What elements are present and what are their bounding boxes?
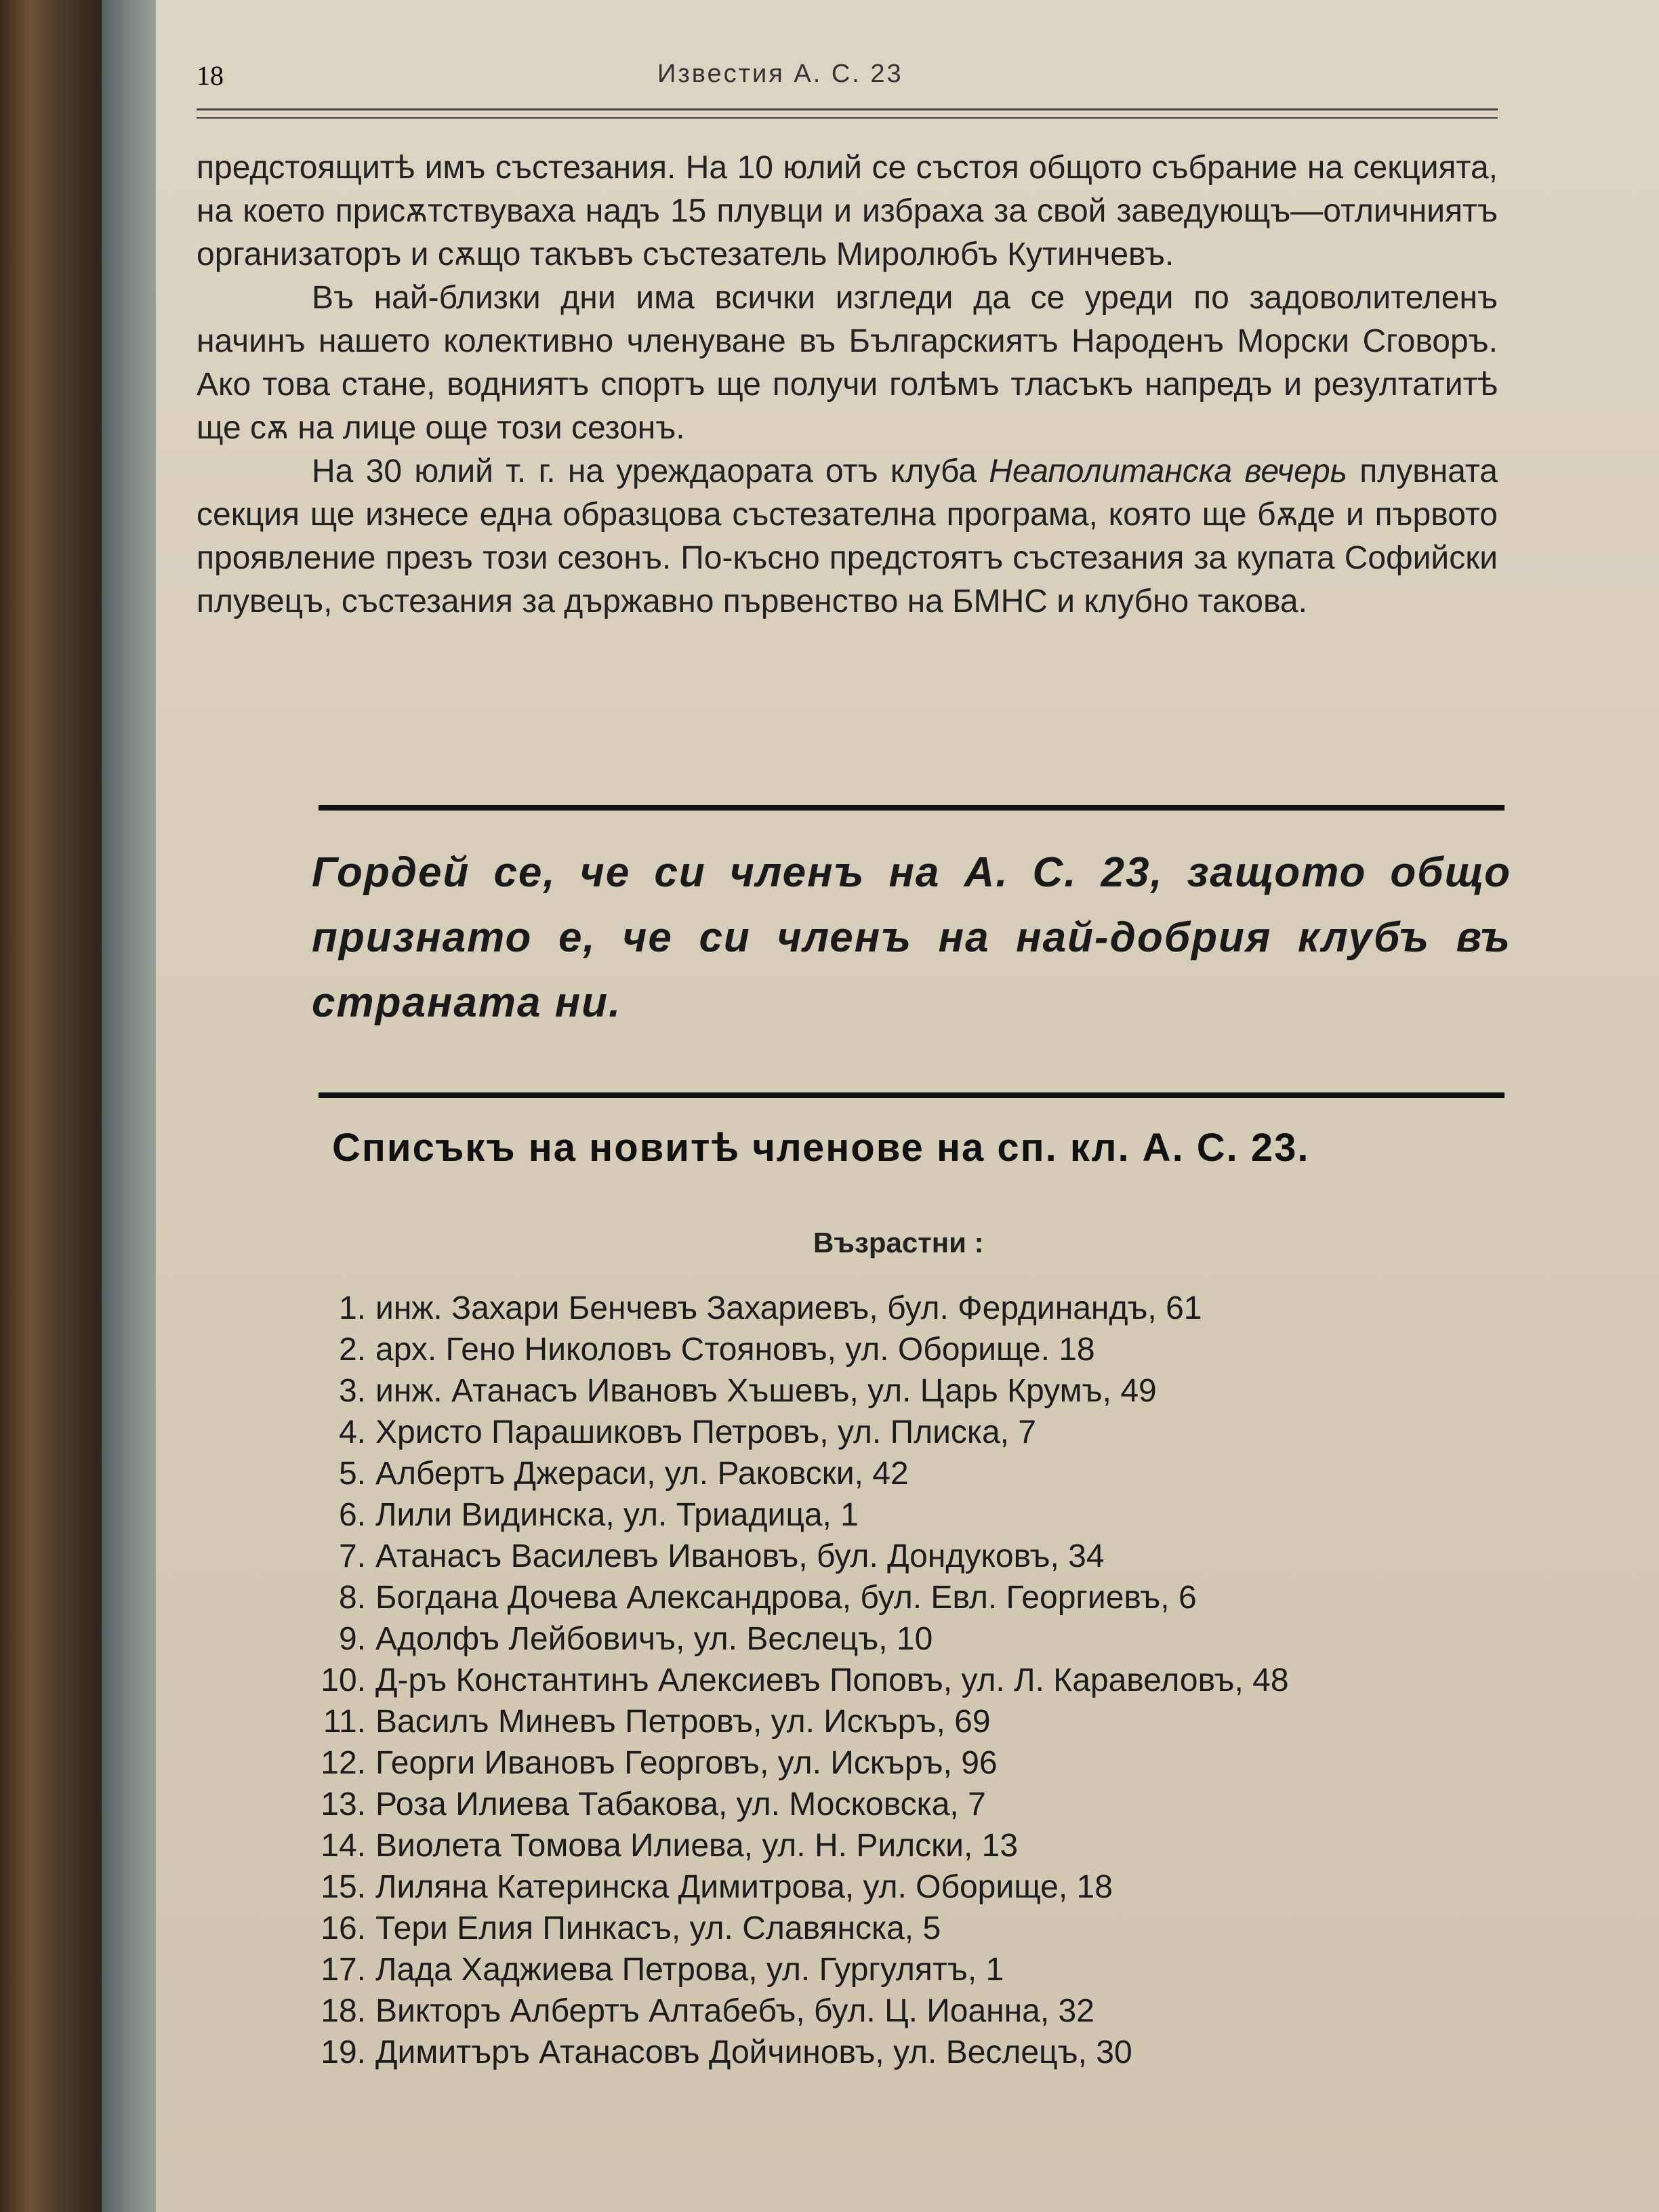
list-item (319, 1577, 1525, 1618)
list-item-number: 13. (321, 1786, 366, 1822)
list-item-text: Адолфъ Лейбовичъ, ул. Веслецъ, 10 (375, 1621, 933, 1657)
list-item-number: 5. (338, 1456, 366, 1492)
event-name: Неаполитанска вечерь (989, 453, 1347, 489)
list-item-text: Роза Илиева Табакова, ул. Московска, 7 (375, 1786, 986, 1822)
list-item-text: Георги Ивановъ Георговъ, ул. Искъръ, 96 (375, 1745, 998, 1781)
list-item-text: Василъ Миневъ Петровъ, ул. Искъръ, 69 (375, 1704, 991, 1740)
list-item-number: 3. (338, 1373, 366, 1409)
list-item (319, 1825, 1525, 1866)
list-item (319, 1288, 1525, 1329)
list-item-text: Албертъ Джераси, ул. Раковски, 42 (375, 1456, 909, 1492)
running-title: Известия А. С. 23 (657, 60, 903, 88)
paragraph-3 (197, 450, 1498, 623)
paragraph-3-end: плувната секция ще изнесе една образцова състезателна програма, която ще бѫде и първото проявление презъ този сезонъ. По-късно предстоятъ състезания за купата Софийски плувецъ, състезания за държавно първенство на БМНС и клубно такова. (197, 453, 1498, 619)
list-item-number: 17. (321, 1952, 366, 1988)
list-item-number: 15. (321, 1869, 366, 1905)
list-item (319, 1784, 1525, 1825)
list-item (319, 1370, 1525, 1412)
list-item-number: 18. (321, 1993, 366, 2029)
list-item (319, 1453, 1525, 1494)
book-binding-edge (0, 0, 102, 2212)
list-item-text: Христо Парашиковъ Петровъ, ул. Плиска, 7 (375, 1414, 1036, 1450)
list-item (319, 1660, 1525, 1701)
list-item-number: 11. (323, 1704, 366, 1740)
list-item (319, 1742, 1525, 1784)
list-item (319, 1536, 1525, 1577)
list-item (319, 1990, 1525, 2032)
list-item-number: 19. (321, 2034, 366, 2070)
list-item-text: Богдана Дочева Александрова, бул. Евл. Георгиевъ, 6 (375, 1580, 1197, 1616)
list-item (319, 1701, 1525, 1742)
member-list (319, 1288, 1525, 2073)
paragraph-1: предстоящитѣ имъ състезания. На 10 юлий се състоя общото събрание на секцията, на което присѫтствуваха надъ 15 плувци и избраха за свой заведующъ—отличниятъ организаторъ и сѫщо такъвъ състезатель Миролюбъ Кутинчевъ. (197, 150, 1498, 272)
list-item (319, 1494, 1525, 1536)
list-item-number: 10. (321, 1662, 366, 1698)
list-item (319, 1908, 1525, 1949)
paragraph-2: Въ най-близки дни има всички изгледи да се уреди по задоволителенъ начинъ нашето колективно членуване въ Българскиятъ Народенъ Морски Сговоръ. Ако това стане, водниятъ спортъ ще получи голѣмъ тласъкъ напредъ и резултатитѣ ще сѫ на лице още този сезонъ. (197, 280, 1498, 446)
list-item-text: Лиляна Катеринска Димитрова, ул. Оборище, 18 (375, 1869, 1113, 1905)
list-item-number: 2. (338, 1332, 366, 1368)
list-item (319, 1412, 1525, 1453)
page-number: 18 (197, 60, 224, 91)
header-rule (197, 108, 1498, 119)
list-item-text: Виолета Томова Илиева, ул. Н. Рилски, 13 (375, 1828, 1019, 1864)
list-item-text: Атанасъ Василевъ Ивановъ, бул. Дондуковъ, 34 (375, 1538, 1105, 1574)
list-item-number: 1. (338, 1290, 366, 1326)
list-item-text: Димитъръ Атанасовъ Дойчиновъ, ул. Веслецъ, 30 (375, 2034, 1132, 2070)
list-item-text: инж. Атанасъ Ивановъ Хъшевъ, ул. Царь Крумъ, 49 (375, 1373, 1157, 1409)
list-item (319, 1618, 1525, 1660)
list-item-text: арх. Гено Николовъ Стояновъ, ул. Оборище. 18 (375, 1332, 1095, 1368)
list-item-number: 16. (321, 1910, 366, 1946)
list-item-number: 6. (338, 1497, 366, 1533)
list-item-number: 12. (321, 1745, 366, 1781)
member-list-title: Списъкъ на новитѣ членове на сп. кл. А. С. 23. (332, 1126, 1310, 1170)
list-item-number: 9. (338, 1621, 366, 1657)
divider-top (319, 805, 1504, 811)
list-item-text: Д-ръ Константинъ Алексиевъ Поповъ, ул. Л. Каравеловъ, 48 (375, 1662, 1289, 1698)
list-item (319, 1866, 1525, 1908)
list-item (319, 1329, 1525, 1370)
list-item-text: Лили Видинска, ул. Триадица, 1 (375, 1497, 859, 1533)
list-item (319, 2032, 1525, 2073)
list-item (319, 1949, 1525, 1990)
list-item-text: Лада Хаджиева Петрова, ул. Гургулятъ, 1 (375, 1952, 1004, 1988)
list-item-text: Тери Елия Пинкасъ, ул. Славянска, 5 (375, 1910, 941, 1946)
list-item-text: инж. Захари Бенчевъ Захариевъ, бул. Фердинандъ, 61 (375, 1290, 1202, 1326)
list-item-number: 14. (321, 1828, 366, 1864)
list-item-number: 4. (338, 1414, 366, 1450)
book-gutter (102, 0, 156, 2212)
club-motto: Гордей се, че си членъ на А. С. 23, защото общо признато е, че си членъ на най-добрия клубъ въ страната ни. (312, 849, 1511, 1026)
member-list-subheading: Възрастни : (813, 1227, 984, 1258)
paragraph-3-start: На 30 юлий т. г. на уреждаората отъ клуба (312, 453, 989, 489)
list-item-number: 7. (338, 1538, 366, 1574)
article-body (197, 146, 1498, 623)
list-item-number: 8. (338, 1580, 366, 1616)
page-header (197, 60, 1498, 107)
divider-bottom (319, 1092, 1504, 1098)
list-item-text: Викторъ Албертъ Алтабебъ, бул. Ц. Иоанна, 32 (375, 1993, 1094, 2029)
